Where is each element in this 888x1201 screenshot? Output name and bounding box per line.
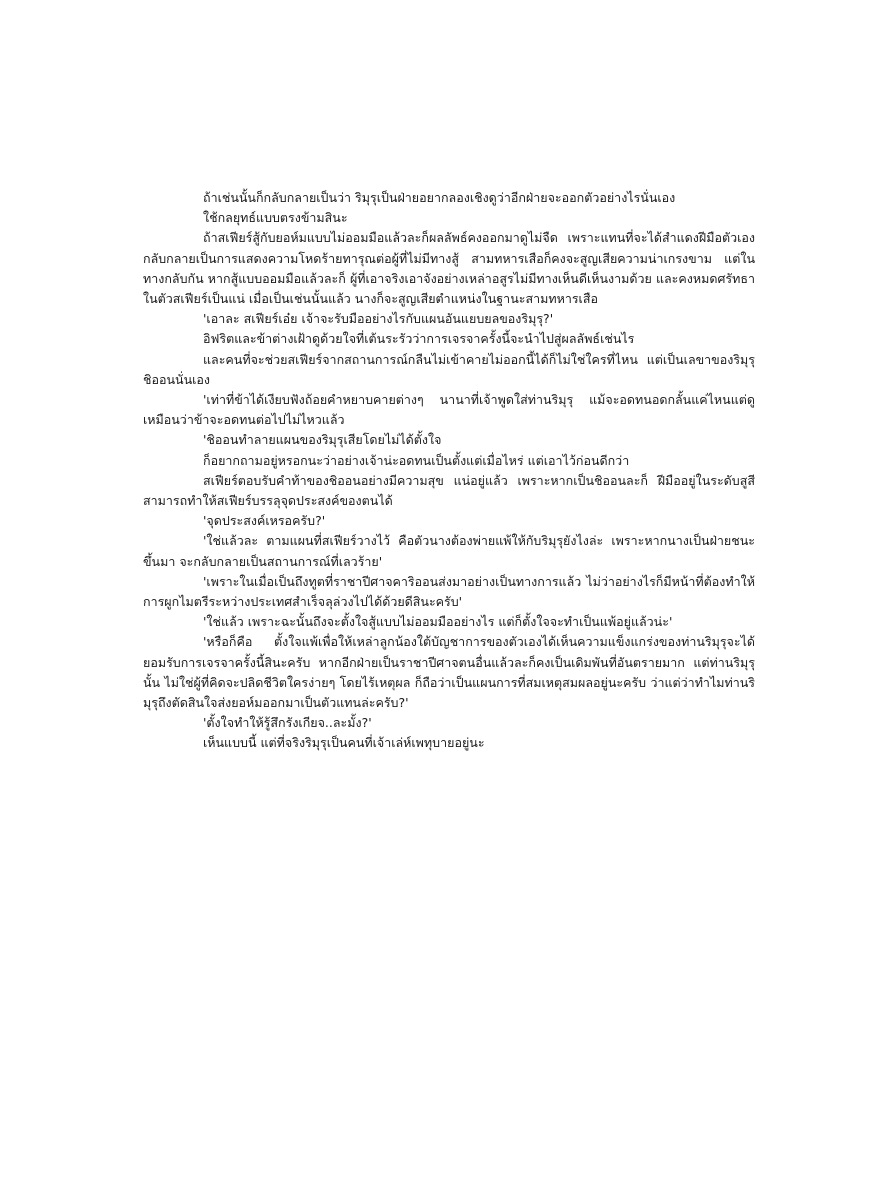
- paragraph: 'ใช่แล้วละ ตามแผนที่สเฟียร์วางไว้ คือตัวนางต้องพ่ายแพ้ให้กับริมุรุยังไงล่ะ เพราะหากนางเป็นฝ่ายชนะขึ้นมา จะกลับกลายเป็นสถานการณ์ที่เลวร้าย': [143, 533, 755, 569]
- paragraph: และคนที่จะช่วยสเฟียร์จากสถานการณ์กลืนไม่เข้าคายไม่ออกนี้ได้ก็ไม่ใช่ใครที่ไหน แต่เป็นเลขาของริมุรุ ชิออนนั่นเอง: [143, 351, 755, 387]
- paragraph: ถ้าเช่นนั้นก็กลับกลายเป็นว่า ริมุรุเป็นฝ่ายอยากลองเชิงดูว่าอีกฝ่ายจะออกตัวอย่างไรนั่นเอง: [203, 190, 676, 205]
- paragraph: 'ชิออนทำลายแผนของริมุรุเสียโดยไม่ได้ตั้งใจ: [203, 432, 442, 448]
- paragraph: 'หรือก็คือ ตั้งใจแพ้เพื่อให้เหล่าลูกน้องใต้บัญชาการของตัวเองได้เห็นความแข็งแกร่งของท่านริมุรุจะได้ยอมรับการเจรจาครั้งนี้สินะครับ หากอีกฝ่ายเป็นราชาปีศาจตนอื่นแล้วละก็คงเป็นเดิมพันที่อันตรายมาก แต่ท่านริมุรุนั้น ไม่ใช่ผู้ที่คิดจะปลิดชีวิตใครง่ายๆ โดยไร้เหตุผล ก็ถือว่าเป็นแผนการที่สมเหตุสมผลอยู่นะครับ ว่าแต่ว่าทำไมท่านริมุรุถึงตัดสินใจส่งยอห์มออกมาเป็นตัวแทนล่ะครับ?': [143, 634, 755, 711]
- paragraph: 'ใช่แล้ว เพราะฉะนั้นถึงจะตั้งใจสู้แบบไม่ออมมืออย่างไร แต่ก็ตั้งใจจะทำเป็นแพ้อยู่แล้วน่ะ': [203, 614, 673, 630]
- paragraph: 'จุดประสงค์เหรอครับ?': [203, 513, 326, 529]
- paragraph: ใช้กลยุทธ์แบบตรงข้ามสินะ: [203, 210, 348, 226]
- paragraph: ก็อยากถามอยู่หรอกนะว่าอย่างเจ้าน่ะอดทนเป็นตั้งแต่เมื่อไหร่ แต่เอาไว้ก่อนดีกว่า: [203, 452, 630, 468]
- paragraph: 'เพราะในเมื่อเป็นถึงทูตที่ราชาปีศาจคาริออนส่งมาอย่างเป็นทางการแล้ว ไม่ว่าอย่างไรก็มีหน้าที่ต้องทำให้การผูกไมตรีระหว่างประเทศสำเร็จลุล่วงไปได้ด้วยดีสินะครับ': [143, 573, 755, 610]
- paragraph: ถ้าสเฟียร์สู้กับยอห์มแบบไม่ออมมือแล้วละก็ผลลัพธ์คงออกมาดูไม่จืด เพราะแทนที่จะได้สำแดงฝีมือตัวเอง กลับกลายเป็นการแสดงความโหดร้ายทารุณต่อผู้ที่ไม่มีทางสู้ สามทหารเสือก็คงจะสูญเสียความน่าเกรงขาม แต่ในทางกลับกัน หากสู้แบบออมมือแล้วละก็ ผู้ที่เอาจริงเอาจังอย่างเหล่าอสูรไม่มีทางเห็นดีเห็นงามด้วย และคงหมดศรัทธาในตัวสเฟียร์เป็นแน่ เมื่อเป็นเช่นนั้นแล้ว นางก็จะสูญเสียตำแหน่งในฐานะสามทหารเสือ: [143, 230, 755, 307]
- paragraph: เห็นแบบนี้ แต่ที่จริงริมุรุเป็นคนที่เจ้าเล่ห์เพทุบายอยู่นะ: [203, 735, 485, 751]
- paragraph: สเฟียร์ตอบรับคำท้าของชิออนอย่างมีความสุข แน่อยู่แล้ว เพราะหากเป็นชิออนละก็ ฝีมืออยู่ในระดับสูสี สามารถทำให้สเฟียร์บรรลุจุดประสงค์ของตนได้: [143, 472, 755, 509]
- paragraph: 'เอาละ สเฟียร์เอ๋ย เจ้าจะรับมืออย่างไรกับแผนอันแยบยลของริมุรุ?': [203, 311, 554, 327]
- paragraph: 'ตั้งใจทำให้รู้สึกรังเกียจ..ละมั้ง?': [203, 715, 372, 731]
- paragraph: 'เท่าที่ข้าได้เงียบฟังถ้อยคำหยาบคายต่างๆ นานาที่เจ้าพูดใส่ท่านริมุรุ แม้จะอดทนอดกลั้นแค่ไหนแต่ดูเหมือนว่าข้าจะอดทนต่อไปไม่ไหวแล้ว: [143, 392, 755, 428]
- body-text: [143, 188, 755, 754]
- paragraph: อิฟริตและข้าต่างเฝ้าดูด้วยใจที่เต้นระรัวว่าการเจรจาครั้งนี้จะนำไปสู่ผลลัพธ์เช่นไร: [203, 331, 635, 347]
